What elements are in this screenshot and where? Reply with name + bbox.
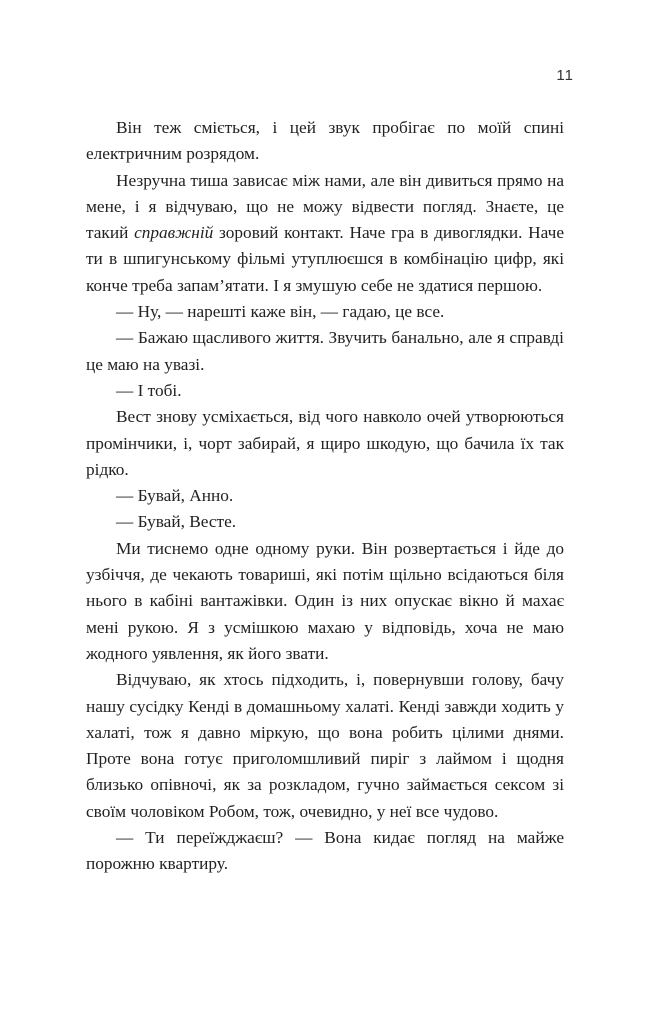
page-number: 11 [556, 67, 574, 84]
paragraph-11: — Ти переїжджаєш? — Вона кидає погляд на майже порожню квартиру. [86, 828, 564, 874]
paragraph-1: Він теж сміється, і цей звук пробігає по моїй спині електричним розрядом. [86, 118, 564, 164]
paragraph-2-italic: справжній [134, 223, 214, 243]
paragraph-2-part-1: Незручна тиша зависає між нами, але він дивиться прямо на мене, і я відчуваю, що не можу відвести погляд. Знаєте, це такий [86, 170, 564, 243]
page-text [86, 115, 564, 878]
paragraph-9: Ми тиснемо одне одному руки. Він розвертається і йде до узбіччя, де чекають товариші, які потім щільно всідаються біля нього в кабіні вантажівки. Один із них опускає вікно й махає мені рукою. Я з усмішкою махаю у відповідь, хоча не маю жодного уявлення, як його звати. [86, 538, 564, 663]
paragraph-2-part-2: зоровий контакт. Наче гра в дивоглядки. Наче ти в шпигунському фільмі утуплюєшся в комбінацію цифр, які конче треба запам’ятати. І я змушую себе не здатися першою. [86, 223, 564, 295]
paragraph-4: — Бажаю щасливого життя. Звучить банально, але я справді це маю на увазі. [86, 328, 564, 374]
paragraph-7: — Бувай, Анно. [116, 486, 234, 506]
paragraph-10: Відчуваю, як хтось підходить, і, повернувши голову, бачу нашу сусідку Кенді в домашньому халаті. Кенді завжди ходить у халаті, тож я давно міркую, що вона робить цілими днями. Проте вона готує приголомшливий пиріг з лаймом і щодня близько опівночі, як за розкладом, гучно займається сексом зі своїм чоловіком Робом, тож, очевидно, у неї все чудово. [86, 670, 564, 821]
paragraph-3: — Ну, — нарешті каже він, — гадаю, це все. [116, 302, 445, 322]
paragraph-8: — Бувай, Весте. [116, 512, 237, 532]
paragraph-6: Вест знову усміхається, від чого навколо очей утворюються промінчики, і, чорт забирай, я щиро шкодую, що бачила їх так рідко. [86, 407, 564, 479]
paragraph-2 [86, 168, 564, 299]
paragraph-5: — І тобі. [116, 380, 182, 400]
